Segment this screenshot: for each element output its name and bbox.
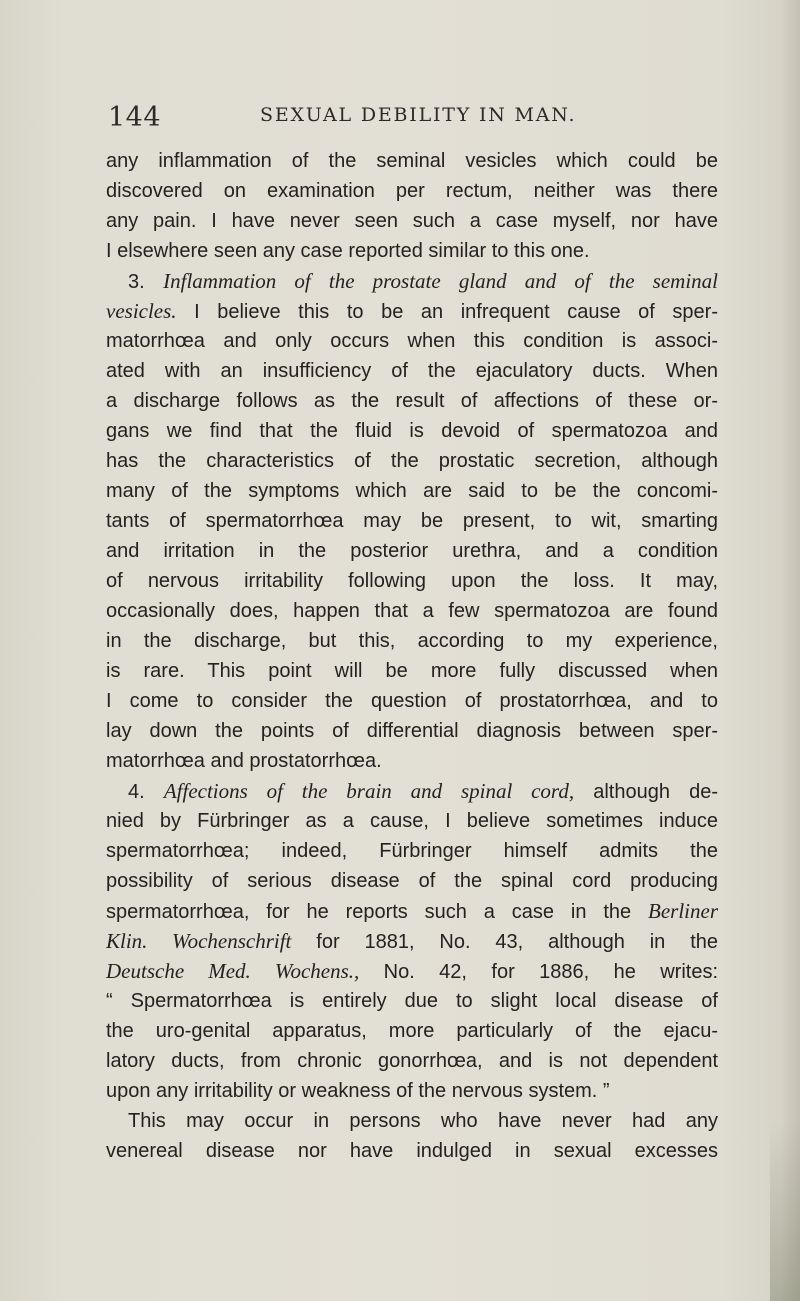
text-segment: of nervous irritability following upon the loss. It may,	[106, 570, 718, 592]
text-segment: tants of spermatorrhœa may be present, to wit, smarting	[106, 510, 718, 532]
text-line	[106, 296, 718, 326]
text-line	[106, 446, 718, 476]
text-line	[106, 626, 718, 656]
page-number: 144	[108, 102, 162, 133]
text-line	[106, 776, 718, 806]
text-segment: 4.	[128, 781, 164, 803]
text-line	[106, 176, 718, 206]
text-line	[106, 506, 718, 536]
text-line	[106, 356, 718, 386]
page-corner-shadow	[770, 1121, 800, 1301]
text-segment: any inflammation of the seminal vesicles which could be	[106, 150, 718, 172]
text-segment: is rare. This point will be more fully discussed when	[106, 660, 718, 682]
text-segment: for 1881, No. 43, although in the	[291, 931, 718, 953]
text-segment: venereal disease nor have indulged in sexual excesses	[106, 1140, 718, 1162]
text-line	[106, 806, 718, 836]
text-segment: discovered on examination per rectum, neither was there	[106, 180, 718, 202]
text-line	[106, 986, 718, 1016]
text-segment: lay down the points of differential diagnosis between sper-	[106, 720, 718, 742]
text-line	[106, 206, 718, 236]
text-line	[106, 236, 718, 266]
text-segment: “ Spermatorrhœa is entirely due to slight local disease of	[106, 990, 718, 1012]
text-segment: I come to consider the question of prostatorrhœa, and to	[106, 690, 718, 712]
text-segment: matorrhœa and only occurs when this condition is associ-	[106, 330, 718, 352]
text-segment: I believe this to be an infrequent cause of sper-	[176, 301, 718, 323]
text-line	[106, 596, 718, 626]
text-segment: possibility of serious disease of the spinal cord producing	[106, 870, 718, 892]
text-line	[106, 1016, 718, 1046]
italic-text: Berliner	[648, 899, 718, 923]
text-segment: nied by Fürbringer as a cause, I believe sometimes induce	[106, 810, 718, 832]
text-segment: spermatorrhœa, for he reports such a case in the	[106, 901, 649, 923]
text-segment: No. 42, for 1886, he writes:	[359, 961, 718, 983]
body-text	[106, 146, 718, 1166]
text-segment: matorrhœa and prostatorrhœa.	[106, 750, 382, 772]
text-segment: in the discharge, but this, according to my experience,	[106, 630, 718, 652]
text-segment: ated with an insufficiency of the ejaculatory ducts. When	[106, 360, 718, 382]
text-line	[106, 836, 718, 866]
text-segment: 3.	[128, 271, 164, 293]
text-line	[106, 956, 718, 986]
text-line	[106, 266, 718, 296]
text-segment: many of the symptoms which are said to be the concomi-	[106, 480, 718, 502]
text-segment: latory ducts, from chronic gonorrhœa, and is not dependent	[106, 1050, 718, 1072]
text-line	[106, 926, 718, 956]
text-segment: although de-	[574, 781, 718, 803]
text-line	[106, 536, 718, 566]
text-line	[106, 326, 718, 356]
text-line	[106, 686, 718, 716]
text-line	[106, 866, 718, 896]
text-line	[106, 1136, 718, 1166]
text-line	[106, 1106, 718, 1136]
text-segment: and irritation in the posterior urethra, and a condition	[106, 540, 718, 562]
text-line	[106, 656, 718, 686]
text-segment: occasionally does, happen that a few spermatozoa are found	[106, 600, 718, 622]
italic-text: Deutsche Med. Wochens.,	[106, 959, 360, 983]
text-segment: the uro-genital apparatus, more particularly of the ejacu-	[106, 1020, 718, 1042]
text-segment: I elsewhere seen any case reported similar to this one.	[106, 240, 590, 262]
text-segment: This may occur in persons who have never had any	[128, 1110, 718, 1132]
italic-text: vesicles.	[106, 299, 177, 323]
text-segment: spermatorrhœa; indeed, Fürbringer himself admits the	[106, 840, 718, 862]
page-header	[108, 98, 716, 138]
text-line	[106, 386, 718, 416]
text-line	[106, 1046, 718, 1076]
text-line	[106, 896, 718, 926]
text-line	[106, 416, 718, 446]
page-edge-shadow	[780, 0, 800, 1301]
text-line	[106, 716, 718, 746]
text-segment: a discharge follows as the result of affections of these or-	[106, 390, 718, 412]
italic-text: Inflammation of the prostate gland and of the seminal	[163, 269, 718, 293]
text-line	[106, 566, 718, 596]
text-line	[106, 476, 718, 506]
text-line	[106, 1076, 718, 1106]
text-line	[106, 146, 718, 176]
text-line	[106, 746, 718, 776]
running-title: SEXUAL DEBILITY IN MAN.	[260, 104, 577, 126]
text-segment: any pain. I have never seen such a case myself, nor have	[106, 210, 718, 232]
text-segment: upon any irritability or weakness of the nervous system. ”	[106, 1080, 610, 1102]
text-segment: has the characteristics of the prostatic secretion, although	[106, 450, 718, 472]
italic-text: Affections of the brain and spinal cord,	[163, 779, 575, 803]
text-segment: gans we find that the fluid is devoid of spermatozoa and	[106, 420, 718, 442]
italic-text: Klin. Wochenschrift	[106, 929, 292, 953]
